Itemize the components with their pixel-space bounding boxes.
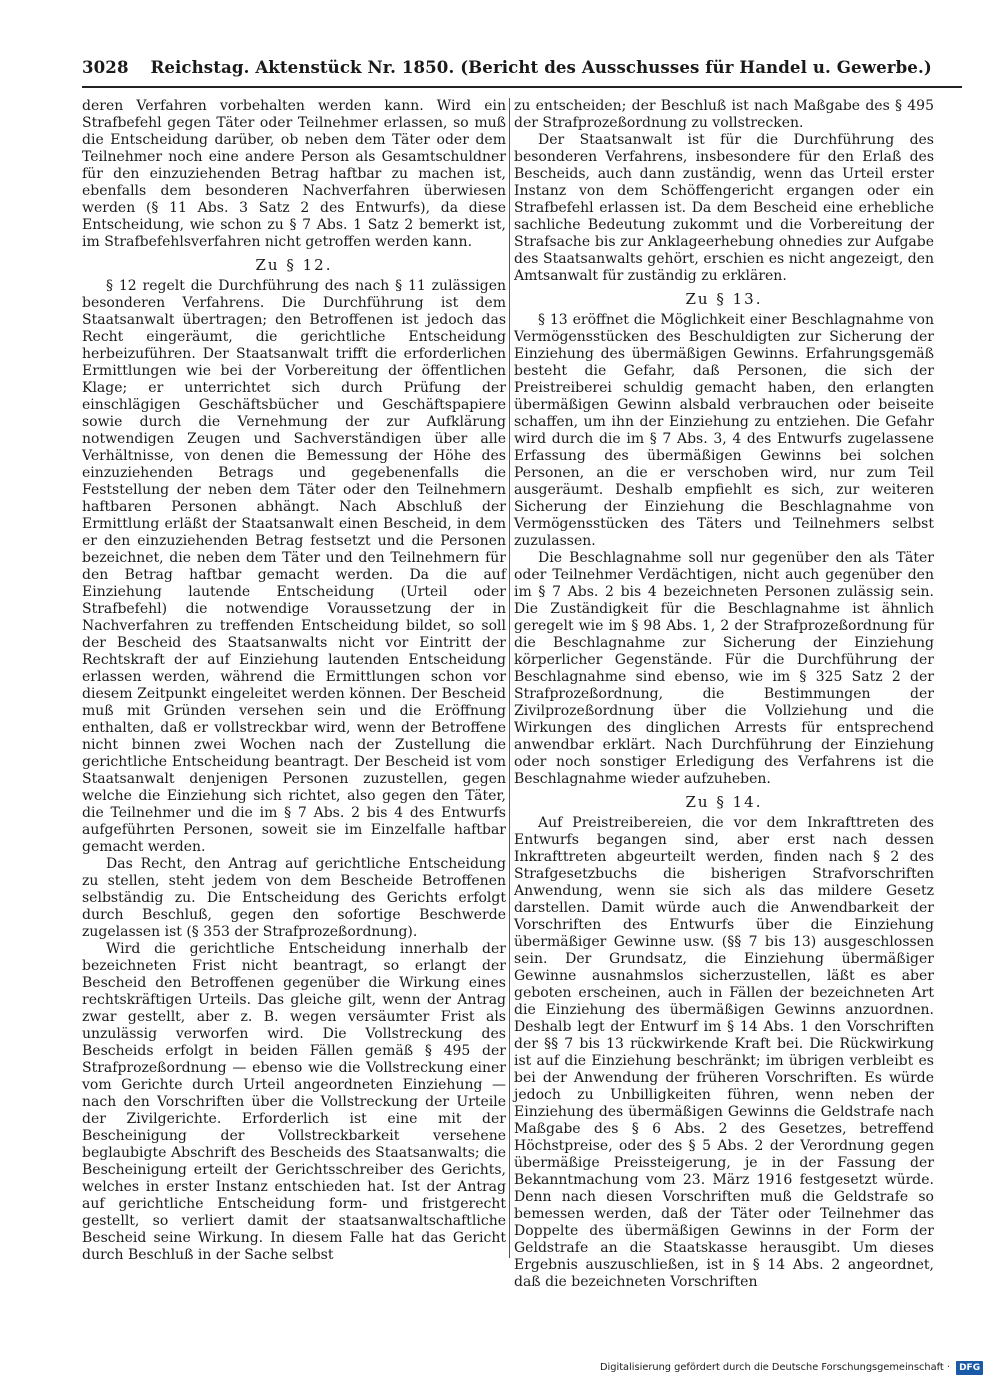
running-header bbox=[82, 52, 962, 82]
digitization-footer bbox=[600, 1361, 981, 1375]
paragraph: Der Staatsanwalt ist für die Durchführung des besonderen Verfahrens, insbesondere für den Erlaß des Bescheids, auch dann zuständig, wenn das Urteil erster Instanz von dem Schöffengericht ergangen oder ein Strafbefehl erlassen ist. Da dem Bescheid eine erhebliche sachliche Bedeutung zukommt und die Vorbereitung der Strafsache bis zur Anklageerhebung ohnedies zur Aufgabe des Staatsanwalts gehört, erschien es nicht angezeigt, den Amtsanwalt für zuständig zu erklären. bbox=[514, 132, 934, 284]
column-divider bbox=[509, 98, 510, 1258]
section-heading: Zu § 13. bbox=[685, 290, 763, 308]
paragraph: Die Beschlagnahme soll nur gegenüber den als Täter oder Teilnehmer Verdächtigen, nicht auch gegenüber den im § 7 Abs. 2 bis 4 bezeichneten Personen zulässig sein. Die Zuständigkeit für die Beschlagnahme ist ähnlich geregelt wie im § 98 Abs. 1, 2 der Strafprozeßordnung für die Beschlagnahme zur Sicherung der Einziehung körperlicher Gegenstände. Für die Durchführung der Beschlagnahme sind ebenso, wie im § 325 Satz 2 der Strafprozeßordnung, die Bestimmungen der Zivilprozeßordnung über die Vollziehung und die Wirkungen des dinglichen Arrests für entsprechend anwendbar erklärt. Nach Durchführung der Einziehung oder noch sonstiger Erledigung des Verfahrens ist die Beschlagnahme wieder aufzuheben. bbox=[514, 550, 934, 787]
right-column bbox=[514, 98, 934, 1291]
paragraph: Auf Preistreibereien, die vor dem Inkrafttreten des Entwurfs begangen sind, aber erst nach dessen Inkrafttreten abgeurteilt werden, finden nach § 2 des Strafgesetzbuchs die bisherigen Strafvorschriften Anwendung, wenn sie sich als das mildere Gesetz darstellen. Damit würde auch die Anwendbarkeit der Vorschriften des Entwurfs über die Einziehung übermäßiger Gewinne usw. (§§ 7 bis 13) ausgeschlossen sein. Der Grundsatz, die Einziehung übermäßiger Gewinne ausnahmslos sicherzustellen, läßt es aber geboten erscheinen, auch in Fällen der bezeichneten Art die Einziehung des übermäßigen Gewinns anzuordnen. Deshalb legt der Entwurf im § 14 Abs. 1 den Vorschriften der §§ 7 bis 13 rückwirkende Kraft bei. Die Rückwirkung ist auf die Einziehung beschränkt; im übrigen verbleibt es bei der Anwendung der früheren Vorschriften. Es würde jedoch zu Unbilligkeiten führen, wenn neben der Einziehung des übermäßigen Gewinns die Geldstrafe nach Maßgabe des § 6 Abs. 2 des Gesetzes, betreffend Höchstpreise, oder des § 5 Abs. 2 der Verordnung gegen übermäßige Preissteigerung, je in der Fassung der Bekanntmachung vom 23. März 1916 festgesetzt würde. Denn nach diesen Vorschriften muß die Geldstrafe so bemessen werden, daß der Täter oder Teilnehmer das Doppelte des übermäßigen Gewinns in der Form der Geldstrafe an die Staatskasse herausgibt. Um dieses Ergebnis auszuschließen, ist in § 14 Abs. 2 angeordnet, daß die bezeichneten Vorschriften bbox=[514, 815, 934, 1290]
paragraph: § 13 eröffnet die Möglichkeit einer Beschlagnahme von Vermögensstücken des Beschuldigten zur Sicherung der Einziehung des übermäßigen Gewinns. Erfahrungsgemäß besteht die Gefahr, daß Personen, die sich der Preistreiberei schuldig gemacht haben, den erlangten übermäßigen Gewinn alsbald verbrauchen oder beiseite schaffen, um ihn der Einziehung zu entziehen. Die Gefahr wird durch die im § 7 Abs. 3, 4 des Entwurfs zugelassene Erfassung des übermäßigen Gewinns bei solchen Personen, an die er verschoben wird, nur zum Teil ausgeräumt. Deshalb empfiehlt es sich, zur weiteren Sicherung der Einziehung die Beschlagnahme von Vermögensstücken des Täters und Teilnehmers selbst zuzulassen. bbox=[514, 312, 934, 549]
paragraph: Das Recht, den Antrag auf gerichtliche Entscheidung zu stellen, steht jedem von dem Bescheide Betroffenen selbständig zu. Die Entscheidung des Gerichts erfolgt durch Beschluß, gegen den sofortige Beschwerde zugelassen ist (§ 353 der Strafprozeßordnung). bbox=[82, 856, 506, 940]
running-title: Reichstag. Aktenstück Nr. 1850. (Bericht des Ausschusses für Handel u. Gewerbe.) bbox=[150, 57, 932, 77]
paragraph: Wird die gerichtliche Entscheidung innerhalb der bezeichneten Frist nicht beantragt, so erlangt der Bescheid den Betroffenen gegenüber die Wirkung eines rechtskräftigen Urteils. Das gleiche gilt, wenn der Antrag zwar gestellt, aber z. B. wegen versäumter Frist als unzulässig verworfen wird. Die Vollstreckung des Bescheids erfolgt in beiden Fällen gemäß § 495 der Strafprozeßordnung — ebenso wie die Vollstreckung einer vom Gerichte durch Urteil angeordneten Einziehung — nach den Vorschriften über die Vollstreckung der Urteile der Zivilgerichte. Erforderlich ist eine mit der Bescheinigung der Vollstreckbarkeit versehene beglaubigte Abschrift des Bescheids des Staatsanwalts; die Bescheinigung erteilt der Gerichtsschreiber des Gerichts, welches in erster Instanz entschieden hat. Ist der Antrag auf gerichtliche Entscheidung form- und fristgerecht gestellt, so verliert damit der staatsanwaltschaftliche Bescheid seine Wirkung. In diesem Falle hat das Gericht durch Beschluß in der Sache selbst bbox=[82, 941, 506, 1263]
header-rule bbox=[82, 86, 962, 88]
left-column bbox=[82, 98, 506, 1264]
page-number: 3028 bbox=[82, 57, 129, 77]
dfg-logo: DFG bbox=[956, 1361, 983, 1375]
section-heading: Zu § 12. bbox=[255, 256, 333, 274]
paragraph: § 12 regelt die Durchführung des nach § 11 zulässigen besonderen Verfahrens. Die Durchführung ist dem Staatsanwalt übertragen; den Betroffenen ist jedoch das Recht eingeräumt, die gerichtliche Entscheidung herbeizuführen. Der Staatsanwalt trifft die erforderlichen Ermittlungen wie bei der Vorbereitung der öffentlichen Klage; er unterrichtet sich durch Prüfung der einschlägigen Geschäftsbücher und Geschäftspapiere sowie durch die Vernehmung der zur Aufklärung notwendigen Zeugen und Sachverständigen über alle Verhältnisse, von denen die Bemessung der Höhe des einzuziehenden Betrags und gegebenenfalls die Feststellung der neben dem Täter oder den Teilnehmern haftbaren Personen abhängt. Nach Abschluß der Ermittlung erläßt der Staatsanwalt einen Bescheid, in dem er den einzuziehenden Betrag festsetzt und die Personen bezeichnet, die neben dem Täter und den Teilnehmern für den Betrag haftbar gemacht werden. Da die auf Einziehung lautende Entscheidung (Urteil oder Strafbefehl) die notwendige Voraussetzung der in Nachverfahren zu treffenden Entscheidung bildet, so soll der Bescheid des Staatsanwalts nicht vor Eintritt der Rechtskraft der auf Einziehung lautenden Entscheidung erlassen werden, während die Ermittlungen schon vor diesem Zeitpunkt eingeleitet werden können. Der Bescheid muß mit Gründen versehen sein und die Eröffnung enthalten, daß er vollstreckbar wird, wenn der Betroffene nicht binnen zwei Wochen nach der Zustellung die gerichtliche Entscheidung beantragt. Der Bescheid ist vom Staatsanwalt denjenigen Personen zuzustellen, gegen welche die Einziehung sich richtet, also gegen den Täter, die Teilnehmer und die im § 7 Abs. 2 bis 4 des Entwurfs aufgeführten Personen, soweit sie im Einzelfalle haftbar gemacht werden. bbox=[82, 278, 506, 855]
footer-text: Digitalisierung gefördert durch die Deutsche Forschungsgemeinschaft · bbox=[600, 1362, 950, 1373]
section-heading: Zu § 14. bbox=[685, 793, 763, 811]
paragraph: zu entscheiden; der Beschluß ist nach Maßgabe des § 495 der Strafprozeßordnung zu vollstrecken. bbox=[514, 98, 934, 131]
paragraph: deren Verfahren vorbehalten werden kann. Wird ein Strafbefehl gegen Täter oder Teilnehmer erlassen, so muß die Entscheidung darüber, ob neben dem Täter oder dem Teilnehmer noch eine andere Person als Gesamtschuldner für den einzuziehenden Betrag haftbar zu machen ist, ebenfalls dem besonderen Nachverfahren überwiesen werden (§ 11 Abs. 3 Satz 2 des Entwurfs), da diese Entscheidung, wie schon zu § 7 Abs. 1 Satz 2 bemerkt ist, im Strafbefehlsverfahren nicht getroffen werden kann. bbox=[82, 98, 506, 250]
